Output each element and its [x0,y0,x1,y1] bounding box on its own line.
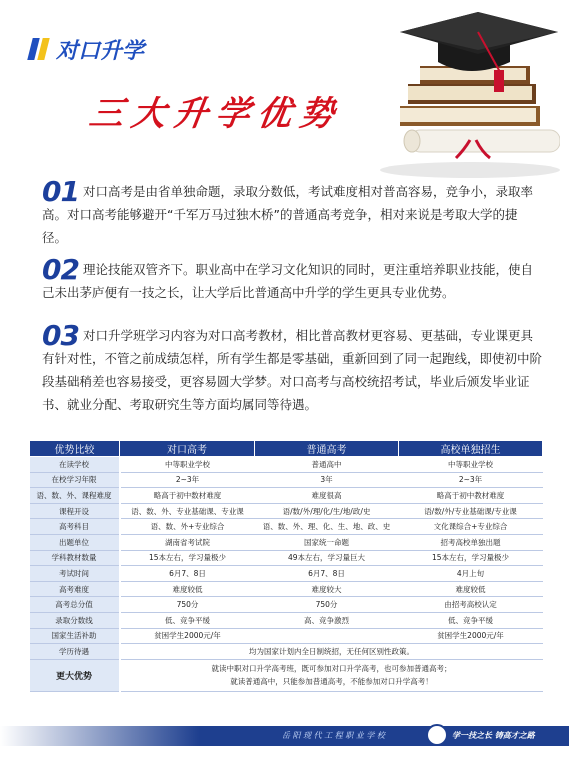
table-cell: 均为国家计划内全日制统招，无任何区别性政策。 [120,644,543,660]
school-motto: 学一技之长 铸高才之路 [452,731,535,740]
comparison-table [29,440,543,692]
section-text: 理论技能双管齐下。职业高中在学习文化知识的同时，更注重培养职业技能，使自己未出茅庐便有一技之长，让大学后比普通高中升学的学生更具专业优势。 [42,262,533,300]
row-label: 在校学习年限 [30,472,120,488]
row-label: 更大优势 [30,659,120,691]
table-row [30,581,543,597]
column-header: 优势比较 [30,441,120,457]
advantage-section-1 [42,175,542,249]
row-label: 高考科目 [30,519,120,535]
table-cell: 6月7、8日 [120,566,255,582]
table-cell: 低、竞争平缓 [399,612,543,628]
table-cell: 湖南省考试院 [120,534,255,550]
advantage-section-3 [42,319,543,416]
table-cell: 低、竞争平缓 [120,612,255,628]
table-cell: 4月上旬 [399,566,543,582]
table-cell: 文化课综合+专业综合 [399,519,543,535]
table-row [30,472,543,488]
school-emblem-icon [426,724,448,746]
row-label: 国家生活补助 [30,628,120,644]
table-cell: 3年 [255,472,399,488]
table-cell: 难度很高 [255,488,399,504]
table-cell: 750分 [255,597,399,613]
table-cell: 语、数、外、专业基础课、专业课 [120,503,255,519]
table-cell: 2~3年 [120,472,255,488]
page-footer [0,726,569,746]
table-cell: 由招考高校认定 [399,597,543,613]
row-label: 在读学校 [30,457,120,473]
table-cell: 语、数、外、理、化、生、地、政、史 [255,519,399,535]
table-cell: 略高于初中教材难度 [399,488,543,504]
row-label: 考试时间 [30,566,120,582]
school-name: 岳 阳 现 代 工 程 职 业 学 校 [282,731,385,740]
table-cell: 750分 [120,597,255,613]
row-label: 高考总分值 [30,597,120,613]
table-cell: 中等职业学校 [399,457,543,473]
row-label: 录取分数线 [30,612,120,628]
table-row [30,519,543,535]
graduation-cap-books-image [360,10,560,180]
column-header: 对口高考 [120,441,255,457]
table-row-education [30,644,543,660]
table-cell: 难度较低 [120,581,255,597]
advantage-line: 就读普通高中，只能参加普通高考，不能参加对口升学高考！ [230,677,433,687]
advantage-line: 就读中职对口升学高考班，既可参加对口升学高考，也可参加普通高考； [211,664,452,674]
row-label: 课程开设 [30,503,120,519]
table-cell: 招考高校单独出题 [399,534,543,550]
table-cell: 语/数/外/理/化/生/地/政/史 [255,503,399,519]
table-cell: 49本左右，学习量巨大 [255,550,399,566]
table-cell: 15本左右，学习量极少 [399,550,543,566]
table-cell: 6月7、8日 [255,566,399,582]
section-number: 01 [42,175,79,208]
slogan-title: 三大升学优势 [86,94,345,134]
table-cell: 语、数、外+专业综合 [120,519,255,535]
table-row [30,534,543,550]
table-cell: 语/数/外/专业基础课/专业课 [399,503,543,519]
table-row [30,503,543,519]
logo-stripe-yellow [37,38,49,60]
table-row [30,488,543,504]
section-text: 对口升学班学习内容为对口高考教材，相比普高教材更容易、更基础，专业课更具有针对性，不管之前成绩怎样，所有学生都是零基础，重新回到了同一起跑线，即使初中阶段基础稍差也容易接受，更容易圆大学梦。对口高考与高校统招考试，毕业后颁发毕业证书、就业分配、考取研究生等方面均属同等待遇。 [42,328,543,412]
logo [30,34,150,62]
table-cell [120,659,543,691]
table-header-row [30,441,543,457]
row-label: 语、数、外、课程难度 [30,488,120,504]
table-cell: 15本左右，学习量极少 [120,550,255,566]
table-cell: 贫困学生2000元/年 [120,628,255,644]
section-text: 对口高考是由省单独命题，录取分数低，考试难度相对普高容易，竞争小，录取率高。对口高考能够避开“千军万马过独木桥”的普通高考竞争，相对来说是考取大学的捷径。 [42,184,533,245]
table-cell: 高、竞争激烈 [255,612,399,628]
row-label: 学历待遇 [30,644,120,660]
table-row [30,457,543,473]
row-label: 学科教材数量 [30,550,120,566]
table-cell: 普通高中 [255,457,399,473]
table-cell: 国家统一命题 [255,534,399,550]
table-cell: 难度较低 [399,581,543,597]
logo-title: 对口升学 [56,39,145,64]
table-cell: 难度较大 [255,581,399,597]
table-cell [255,628,399,644]
section-number: 03 [42,319,79,352]
column-header: 高校单独招生 [399,441,543,457]
table-row [30,612,543,628]
advantage-section-2 [42,253,542,304]
row-label: 出题单位 [30,534,120,550]
column-header: 普通高考 [255,441,399,457]
table-row [30,566,543,582]
table-cell: 略高于初中数材难度 [120,488,255,504]
table-row [30,550,543,566]
table-cell: 2~3年 [399,472,543,488]
section-number: 02 [42,253,79,286]
page-header [0,0,569,190]
table-row-advantage [30,659,543,691]
table-row [30,597,543,613]
table-row [30,628,543,644]
table-cell: 贫困学生2000元/年 [399,628,543,644]
table-cell: 中等职业学校 [120,457,255,473]
row-label: 高考难度 [30,581,120,597]
